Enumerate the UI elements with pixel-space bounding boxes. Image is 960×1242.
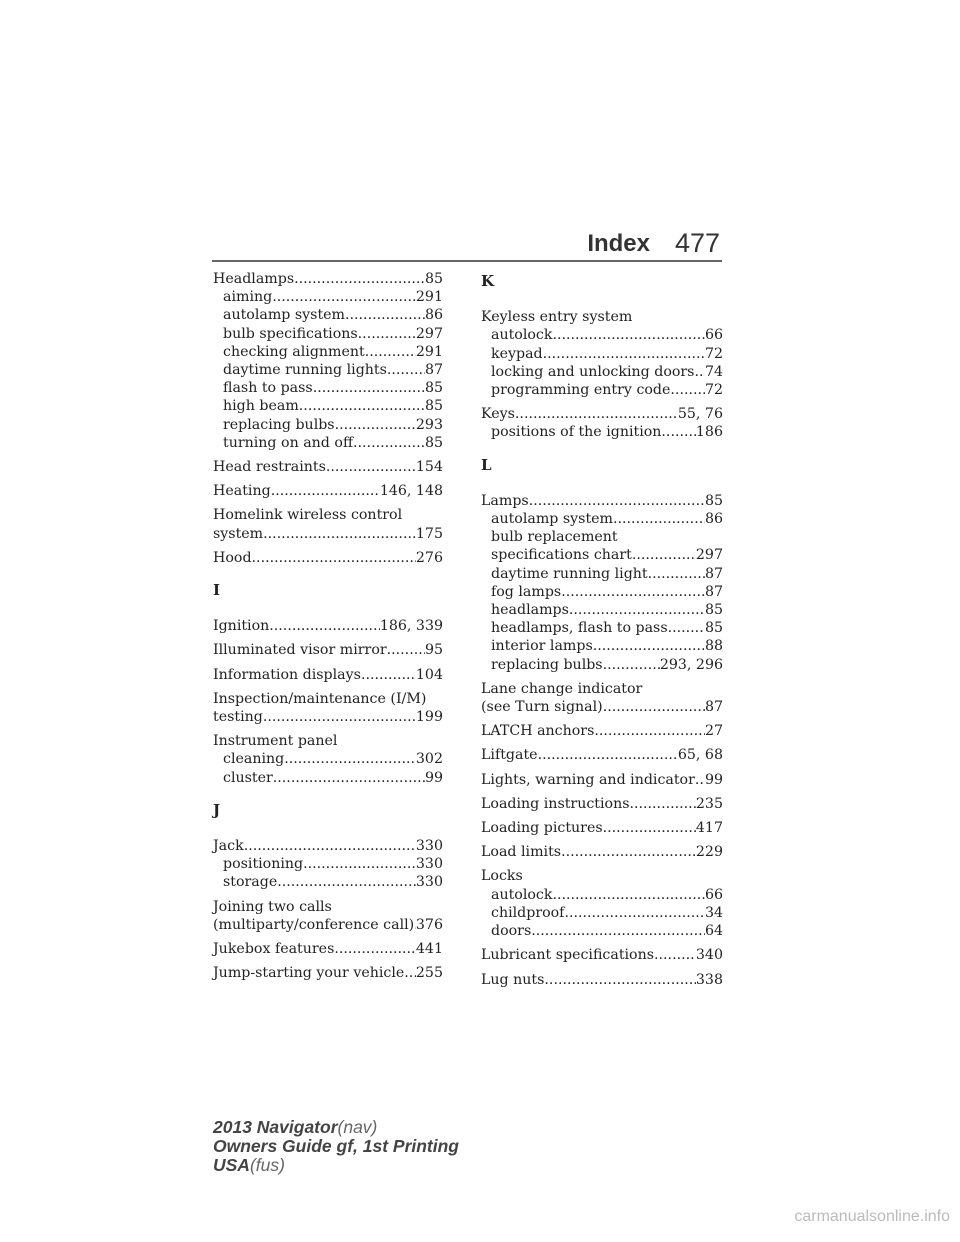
index-entry (481, 971, 723, 989)
leader-dots (244, 837, 416, 855)
index-line (213, 940, 443, 958)
leader-dots (552, 326, 704, 344)
index-line (213, 361, 443, 379)
index-page-ref: 330 (415, 838, 443, 855)
index-term: Loading instructions (481, 795, 630, 812)
index-page-ref: 87 (704, 699, 723, 716)
leader-dots (593, 637, 705, 655)
index-line (213, 549, 443, 567)
index-page-ref: 146, 148 (379, 483, 443, 500)
leader-dots (538, 746, 678, 764)
leader-dots (543, 345, 705, 363)
leader-dots (299, 397, 425, 415)
index-column-right (481, 270, 723, 995)
index-line (481, 771, 723, 789)
index-line (481, 345, 723, 363)
index-line (213, 873, 443, 891)
leader-dots (695, 771, 705, 789)
index-entry (481, 946, 723, 964)
index-term: Liftgate (481, 747, 538, 764)
index-column-left (213, 270, 443, 989)
leader-dots (630, 795, 696, 813)
index-page-ref: 85 (704, 602, 723, 619)
leader-dots (269, 617, 380, 635)
index-term: Headlamps (213, 271, 295, 287)
index-line (481, 510, 723, 528)
index-entry (213, 898, 443, 934)
index-term: cleaning (223, 751, 285, 768)
index-term: positions of the ignition (491, 424, 662, 441)
leader-dots (353, 434, 425, 452)
footer-region-code: (fus) (249, 1155, 285, 1175)
index-page-ref: 229 (695, 844, 723, 861)
index-term: daytime running lights (223, 362, 387, 379)
index-line (481, 656, 723, 674)
index-page-ref: 55, 76 (677, 406, 723, 423)
index-page-ref: 85 (424, 380, 443, 397)
index-entry (481, 492, 723, 674)
index-page-ref: 87 (704, 565, 723, 582)
index-term: (see Turn signal) (481, 699, 603, 716)
index-line (213, 964, 443, 982)
index-term: daytime running light (491, 565, 648, 582)
index-entry (213, 617, 443, 635)
index-line (213, 855, 443, 873)
index-term: testing (213, 709, 263, 726)
index-entry (213, 732, 443, 787)
index-line (213, 288, 443, 306)
index-page-ref: 66 (704, 886, 723, 903)
index-page-ref: 85 (424, 434, 443, 451)
index-page-ref: 302 (415, 751, 443, 768)
index-heading: Lane change indicator (481, 680, 643, 697)
index-page-ref: 104 (415, 666, 443, 683)
leader-dots (365, 343, 416, 361)
leader-dots (603, 656, 660, 674)
leader-dots (632, 546, 696, 564)
leader-dots (284, 750, 416, 768)
leader-dots (515, 405, 678, 423)
section-letter: L (481, 455, 492, 474)
index-line (213, 617, 443, 635)
index-line (481, 363, 723, 381)
index-page-ref: 291 (415, 343, 443, 360)
index-term: Keys (481, 406, 515, 423)
index-line (213, 482, 443, 500)
index-term: autolamp system (491, 511, 614, 528)
index-term: keypad (491, 345, 543, 362)
index-term: childproof (491, 904, 565, 921)
index-page-ref: 99 (424, 769, 443, 786)
index-page-ref: 186 (695, 424, 723, 441)
leader-dots (273, 769, 425, 787)
index-term: flash to pass (223, 380, 313, 397)
leader-dots (263, 525, 416, 543)
leader-dots (613, 510, 705, 528)
index-page-ref: 340 (695, 947, 723, 964)
index-entry (481, 867, 723, 940)
index-term: autolock (491, 886, 553, 903)
index-entry (481, 405, 723, 441)
index-line (213, 306, 443, 324)
leader-dots (326, 458, 416, 476)
index-entry (481, 819, 723, 837)
index-term: LATCH anchors (481, 723, 595, 740)
index-term: interior lamps (491, 638, 593, 655)
index-page-ref: 85 (424, 398, 443, 415)
index-heading: Homelink wireless control (213, 507, 403, 524)
index-term: Load limits (481, 844, 562, 861)
index-page-ref: 441 (415, 941, 443, 958)
index-page-ref: 86 (424, 307, 443, 324)
index-page-ref: 74 (704, 363, 723, 380)
index-entry (481, 680, 723, 716)
index-term: Jukebox features (213, 941, 335, 958)
index-entry (481, 308, 723, 399)
index-line (481, 405, 723, 423)
index-entry (481, 795, 723, 813)
leader-dots (694, 363, 704, 381)
index-line (481, 423, 723, 441)
index-page-ref: 376 (415, 916, 443, 933)
index-term: Lamps (481, 492, 529, 509)
leader-dots (654, 946, 696, 964)
index-term: locking and unlocking doors (491, 363, 695, 380)
page-title: Index (587, 230, 650, 257)
index-term: turning on and off (223, 434, 354, 451)
index-entry (213, 837, 443, 892)
leader-dots (544, 971, 695, 989)
index-page-ref: 85 (424, 271, 443, 287)
index-line (213, 750, 443, 768)
index-heading: Locks (481, 868, 523, 885)
index-page-ref: 330 (415, 874, 443, 891)
index-line (213, 325, 443, 343)
footer-model-code: (nav) (337, 1117, 378, 1137)
index-term: bulb specifications (223, 325, 358, 342)
index-page-ref: 330 (415, 856, 443, 873)
index-line (213, 641, 443, 659)
index-line (481, 722, 723, 740)
index-line (213, 458, 443, 476)
leader-dots (569, 601, 705, 619)
index-page-ref: 72 (704, 382, 723, 399)
index-entry (481, 722, 723, 740)
leader-dots (564, 904, 704, 922)
leader-dots (358, 325, 416, 343)
index-page-ref: 154 (415, 459, 443, 476)
index-line (481, 922, 723, 940)
index-entry (213, 549, 443, 567)
leader-dots (531, 922, 705, 940)
index-page-ref: 293 (415, 416, 443, 433)
leader-dots (272, 288, 416, 306)
index-term: aiming (223, 289, 273, 306)
index-page-ref: 417 (695, 820, 723, 837)
page-number: 477 (674, 228, 720, 258)
index-page-ref: 291 (415, 289, 443, 306)
index-heading: Inspection/maintenance (I/M) (213, 690, 427, 707)
leader-dots (252, 549, 416, 567)
index-term: checking alignment (223, 343, 365, 360)
index-page-ref: 64 (704, 923, 723, 940)
leader-dots (303, 855, 416, 873)
index-page-ref: 175 (415, 525, 443, 542)
index-page-ref: 338 (695, 971, 723, 988)
index-line (213, 837, 443, 855)
index-subheading: bulb replacement (491, 529, 618, 546)
index-entry (213, 964, 443, 982)
index-term: Heating (213, 483, 271, 500)
index-term: Illuminated visor mirror (213, 642, 387, 659)
index-term: autolamp system (223, 307, 346, 324)
index-term: fog lamps (491, 583, 562, 600)
index-term: headlamps, flash to pass (491, 620, 668, 637)
leader-dots (603, 819, 696, 837)
index-line (213, 416, 443, 434)
index-page-ref: 87 (704, 583, 723, 600)
index-term: autolock (491, 327, 553, 344)
index-line (213, 379, 443, 397)
index-heading: Instrument panel (213, 733, 338, 750)
leader-dots (529, 492, 705, 510)
leader-dots (334, 940, 416, 958)
leader-dots (668, 619, 705, 637)
index-line (481, 601, 723, 619)
index-line (481, 886, 723, 904)
document-footer (213, 1118, 459, 1175)
footer-region: USA (213, 1155, 250, 1175)
leader-dots (263, 708, 416, 726)
index-line (481, 819, 723, 837)
index-line (213, 270, 443, 288)
index-term: programming entry code (491, 382, 671, 399)
index-entry (481, 746, 723, 764)
index-entry (213, 690, 443, 726)
index-entry (213, 506, 443, 542)
index-term: storage (223, 874, 278, 891)
index-line (481, 971, 723, 989)
footer-model: 2013 Navigator (213, 1117, 338, 1137)
index-entry (213, 641, 443, 659)
leader-dots (670, 381, 705, 399)
index-page-ref: 199 (415, 709, 443, 726)
index-term: Hood (213, 549, 252, 566)
index-term: high beam (223, 398, 299, 415)
index-page-ref: 297 (415, 325, 443, 342)
leader-dots (603, 698, 705, 716)
index-entry (213, 666, 443, 684)
index-entry (481, 843, 723, 861)
index-page-ref: 88 (704, 638, 723, 655)
index-line (481, 619, 723, 637)
index-term: positioning (223, 856, 304, 873)
leader-dots (335, 416, 416, 434)
index-line (481, 381, 723, 399)
index-line (481, 637, 723, 655)
index-term: replacing bulbs (223, 416, 335, 433)
index-term: (multiparty/conference call) (213, 916, 415, 933)
index-line (213, 708, 443, 726)
index-entry (213, 270, 443, 452)
index-line (481, 546, 723, 564)
index-term: Lights, warning and indicator (481, 771, 695, 788)
leader-dots (561, 843, 696, 861)
section-letter: K (481, 272, 495, 290)
index-line (481, 843, 723, 861)
leader-dots (294, 270, 425, 288)
index-heading: Joining two calls (213, 898, 332, 915)
footer-guide: Owners Guide gf, 1st Printing (213, 1136, 459, 1156)
leader-dots (552, 886, 704, 904)
leader-dots (387, 641, 425, 659)
index-term: cluster (223, 769, 273, 786)
leader-dots (361, 666, 416, 684)
index-term: replacing bulbs (491, 656, 603, 673)
index-term: doors (491, 923, 532, 940)
leader-dots (313, 379, 425, 397)
index-term: Jump-starting your vehicle (213, 965, 405, 982)
leader-dots (648, 565, 705, 583)
section-letter: J (213, 800, 221, 819)
index-page-ref: 235 (695, 795, 723, 812)
leader-dots (271, 482, 380, 500)
index-term: Head restraints (213, 459, 326, 476)
index-line (213, 916, 443, 934)
index-line (481, 904, 723, 922)
index-line (213, 434, 443, 452)
leader-dots (345, 306, 425, 324)
index-page-ref: 255 (415, 965, 443, 982)
section-letter: I (213, 581, 221, 600)
index-page-ref: 66 (704, 327, 723, 344)
index-term: system (213, 525, 264, 542)
index-page-ref: 293, 296 (659, 656, 723, 673)
index-page-ref: 85 (704, 492, 723, 509)
index-term: specifications chart (491, 547, 632, 564)
index-line (481, 583, 723, 601)
index-line (213, 666, 443, 684)
index-page-ref: 65, 68 (677, 747, 723, 764)
index-page-ref: 27 (704, 723, 723, 740)
index-page-ref: 297 (695, 547, 723, 564)
index-line (213, 343, 443, 361)
index-entry (213, 458, 443, 476)
index-entry (213, 940, 443, 958)
index-line (481, 565, 723, 583)
index-page-ref: 99 (704, 771, 723, 788)
leader-dots (277, 873, 416, 891)
index-term: Information displays (213, 666, 361, 683)
index-line (481, 326, 723, 344)
index-term: headlamps (491, 602, 569, 619)
index-line (213, 769, 443, 787)
index-page-ref: 34 (704, 904, 723, 921)
leader-dots (387, 361, 425, 379)
index-page-ref: 86 (704, 511, 723, 528)
index-page-ref: 87 (424, 362, 443, 379)
watermark: carmanualsonline.info (794, 1208, 950, 1225)
index-term: Lubricant specifications (481, 947, 655, 964)
index-line (481, 946, 723, 964)
index-term: Jack (213, 838, 244, 855)
page-header (212, 226, 722, 262)
leader-dots (404, 964, 416, 982)
leader-dots (661, 423, 695, 441)
index-term: Lug nuts (481, 971, 545, 988)
index-page-ref: 72 (704, 345, 723, 362)
index-entry (213, 482, 443, 500)
index-line (481, 492, 723, 510)
index-page-ref: 186, 339 (379, 618, 443, 635)
leader-dots (561, 583, 705, 601)
index-line (213, 525, 443, 543)
index-entry (481, 771, 723, 789)
index-line (481, 795, 723, 813)
index-page-ref: 85 (704, 620, 723, 637)
index-line (481, 698, 723, 716)
leader-dots (594, 722, 705, 740)
index-heading: Keyless entry system (481, 309, 633, 326)
index-page-ref: 95 (424, 642, 443, 659)
index-page-ref: 276 (415, 549, 443, 566)
index-term: Loading pictures (481, 820, 603, 837)
index-line (481, 746, 723, 764)
index-term: Ignition (213, 618, 270, 635)
index-line (213, 397, 443, 415)
